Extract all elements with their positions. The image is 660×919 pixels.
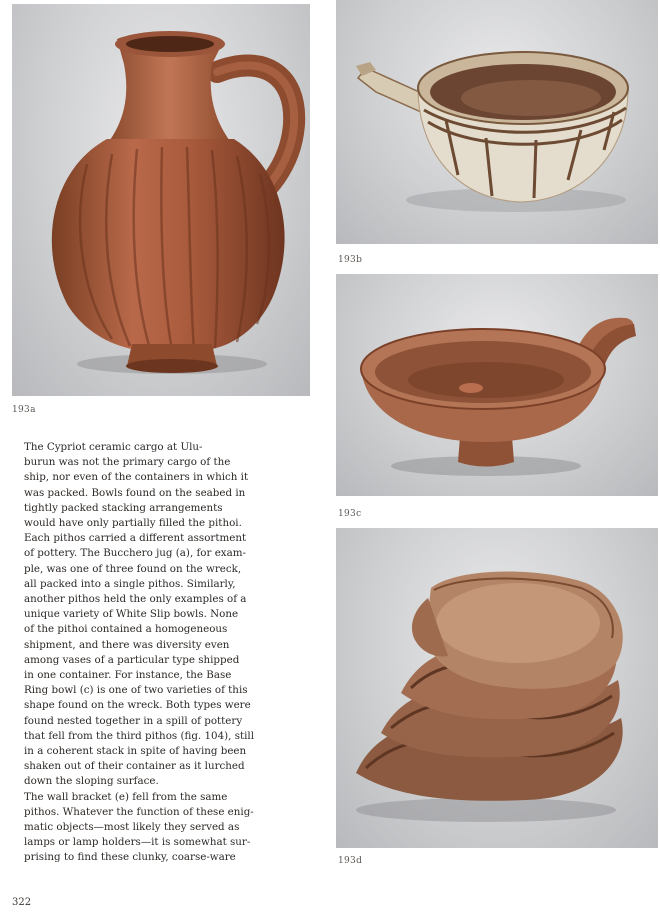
text-line: in one container. For instance, the Base — [24, 669, 232, 682]
text-line: Ring bowl (c) is one of two varieties of this — [24, 684, 248, 697]
text-line: shaken out of their container as it lurched — [24, 760, 245, 773]
text-line: Each pithos carried a different assortment — [24, 532, 247, 545]
text-line: in a coherent stack in spite of having been — [24, 745, 247, 758]
caption-193b: 193b — [338, 255, 363, 265]
text-line: was packed. Bowls found on the seabed in — [24, 486, 246, 499]
base-ring-bowl-illustration — [336, 274, 658, 496]
text-line: ple, was one of three found on the wreck, — [24, 562, 242, 575]
text-line: The Cypriot ceramic cargo at Ulu- — [24, 441, 203, 453]
text-line: of the pithoi contained a homogeneous — [24, 623, 228, 636]
text-line: lamps or lamp holders—it is somewhat sur- — [24, 836, 251, 849]
stacked-vessels-illustration — [336, 528, 658, 848]
text-line: all packed into a single pithos. Similarly, — [24, 577, 236, 590]
caption-193c: 193c — [338, 509, 362, 519]
text-line: among vases of a particular type shipped — [24, 653, 240, 666]
text-line: unique variety of White Slip bowls. None — [24, 608, 239, 621]
figure-193c-bowl-photo — [336, 274, 658, 496]
text-line: that fell from the third pithos (fig. 104), still — [24, 729, 254, 742]
body-paragraph-2 — [10, 790, 254, 866]
text-line: matic objects—most likely they served as — [24, 821, 240, 834]
text-line: The wall bracket (e) fell from the same — [24, 790, 228, 803]
body-text — [10, 440, 254, 866]
text-line: down the sloping surface. — [24, 775, 159, 788]
text-line: shape found on the wreck. Both types were — [24, 699, 251, 712]
body-paragraph-1 — [10, 440, 254, 790]
text-line: would have only partially filled the pithoi. — [24, 517, 242, 530]
text-line: prising to find these clunky, coarse-ware — [24, 851, 236, 864]
text-line: ship, nor even of the containers in which it — [24, 471, 249, 484]
white-slip-bowl-illustration — [336, 0, 658, 244]
text-line: shipment, and there was diversity even — [24, 638, 230, 651]
text-line: another pithos held the only examples of a — [24, 593, 247, 606]
page-number: 322 — [12, 897, 32, 908]
text-line: burun was not the primary cargo of the — [24, 456, 231, 469]
caption-193a: 193a — [12, 405, 36, 415]
figure-193d-stacked-vessels-photo — [336, 528, 658, 848]
figure-193b-bowl-photo — [336, 0, 658, 244]
text-line: pithos. Whatever the function of these enig- — [24, 805, 254, 818]
figure-193a-jug-photo — [12, 4, 310, 396]
text-line: tightly packed stacking arrangements — [24, 501, 223, 514]
jug-illustration — [12, 4, 310, 396]
text-line: of pottery. The Bucchero jug (a), for exam- — [24, 547, 246, 560]
text-line: found nested together in a spill of pottery — [24, 714, 243, 727]
caption-193d: 193d — [338, 856, 363, 866]
